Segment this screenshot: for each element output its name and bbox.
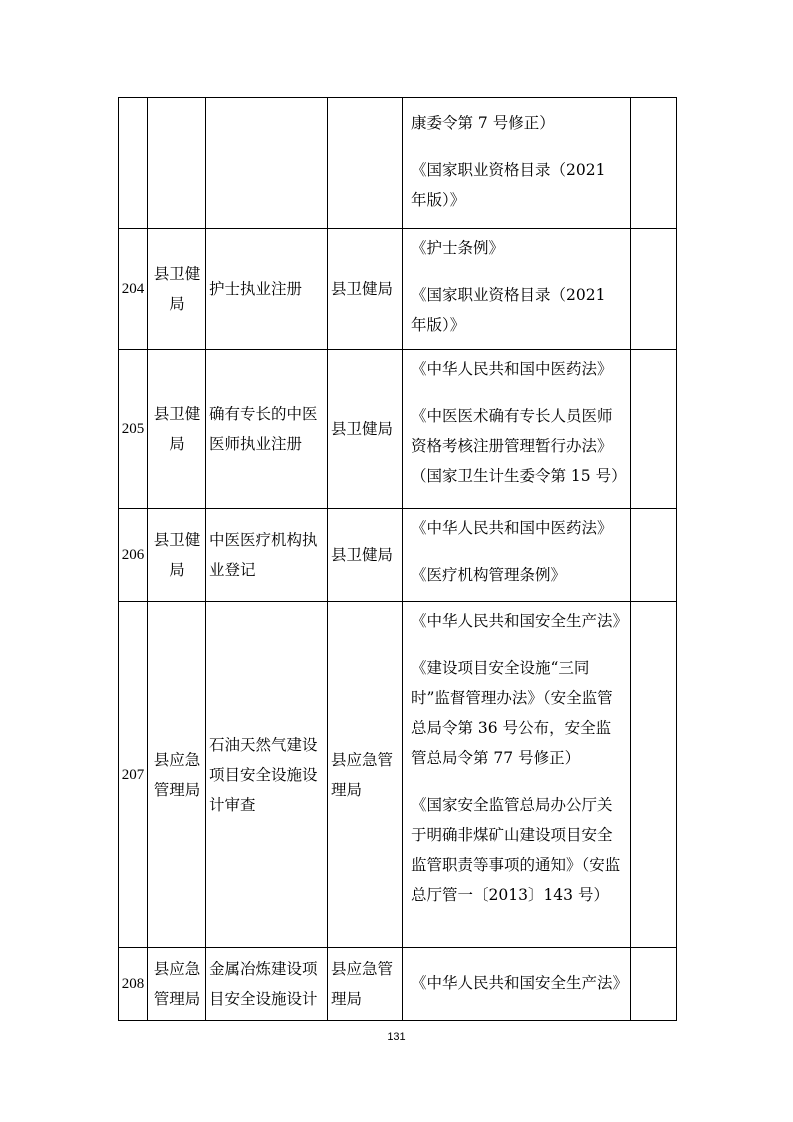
remark-cell — [631, 602, 677, 948]
remark-cell — [631, 948, 677, 1021]
legal-basis-cell — [403, 98, 631, 229]
item-name-cell — [206, 98, 328, 229]
legal-basis-text: 《国家职业资格目录（2021 年版）》 — [411, 161, 606, 209]
table-row — [119, 350, 677, 509]
item-name-cell: 石油天然气建设项目安全设施设计审查 — [206, 602, 328, 948]
item-name-cell: 确有专长的中医医师执业注册 — [206, 350, 328, 509]
department-cell: 县卫健局 — [148, 229, 206, 350]
legal-basis-text: 《中华人民共和国中医药法》 — [411, 360, 613, 378]
item-name-cell: 护士执业注册 — [206, 229, 328, 350]
items-table — [118, 97, 677, 1021]
page-number: 131 — [387, 1031, 406, 1043]
legal-basis-text: 《中华人民共和国安全生产法》 — [411, 612, 629, 630]
implementing-org-cell: 县卫健局 — [328, 509, 403, 602]
remark-cell — [631, 98, 677, 229]
row-number — [119, 98, 148, 229]
legal-basis-text: 《中华人民共和国中医药法》 — [411, 519, 613, 537]
table-row — [119, 98, 677, 229]
legal-basis-text: 《护士条例》 — [411, 239, 505, 257]
implementing-org-cell: 县卫健局 — [328, 350, 403, 509]
row-number: 205 — [119, 350, 148, 509]
remark-cell — [631, 509, 677, 602]
legal-basis-cell — [403, 229, 631, 350]
implementing-org-cell: 县应急管理局 — [328, 602, 403, 948]
implementing-org-cell — [328, 98, 403, 229]
remark-cell — [631, 229, 677, 350]
legal-basis-cell — [403, 948, 631, 1021]
row-number: 208 — [119, 948, 148, 1021]
legal-basis-text: 康委令第 7 号修正） — [411, 114, 555, 132]
table-row — [119, 509, 677, 602]
department-cell: 县卫健局 — [148, 509, 206, 602]
table-row — [119, 229, 677, 350]
row-number: 207 — [119, 602, 148, 948]
legal-basis-cell — [403, 350, 631, 509]
implementing-org-cell: 县应急管理局 — [328, 948, 403, 1021]
legal-basis-cell — [403, 602, 631, 948]
legal-basis-cell — [403, 509, 631, 602]
row-number: 206 — [119, 509, 148, 602]
remark-cell — [631, 350, 677, 509]
implementing-org-cell: 县卫健局 — [328, 229, 403, 350]
department-cell: 县卫健局 — [148, 350, 206, 509]
legal-basis-text: 《国家安全监管总局办公厅关于明确非煤矿山建设项目安全监管职责等事项的通知》（安监总厅管一〔2013〕143 号） — [411, 796, 621, 904]
legal-basis-text: 《国家职业资格目录（2021 年版）》 — [411, 286, 606, 334]
legal-basis-text: 《中华人民共和国安全生产法》 — [411, 974, 629, 992]
legal-basis-text: 《建设项目安全设施“三同时”监督管理办法》（安全监管总局令第 36 号公布，安全监管总局令第 77 号修正） — [411, 659, 613, 767]
department-cell: 县应急管理局 — [148, 948, 206, 1021]
item-name-cell: 中医医疗机构执业登记 — [206, 509, 328, 602]
department-cell: 县应急管理局 — [148, 602, 206, 948]
row-number: 204 — [119, 229, 148, 350]
legal-basis-text: 《中医医术确有专长人员医师资格考核注册管理暂行办法》（国家卫生计生委令第 15 号） — [411, 407, 627, 485]
item-name-cell: 金属冶炼建设项目安全设施设计 — [206, 948, 328, 1021]
table-row — [119, 602, 677, 948]
legal-basis-text: 《医疗机构管理条例》 — [411, 566, 567, 584]
department-cell — [148, 98, 206, 229]
table-row — [119, 948, 677, 1021]
